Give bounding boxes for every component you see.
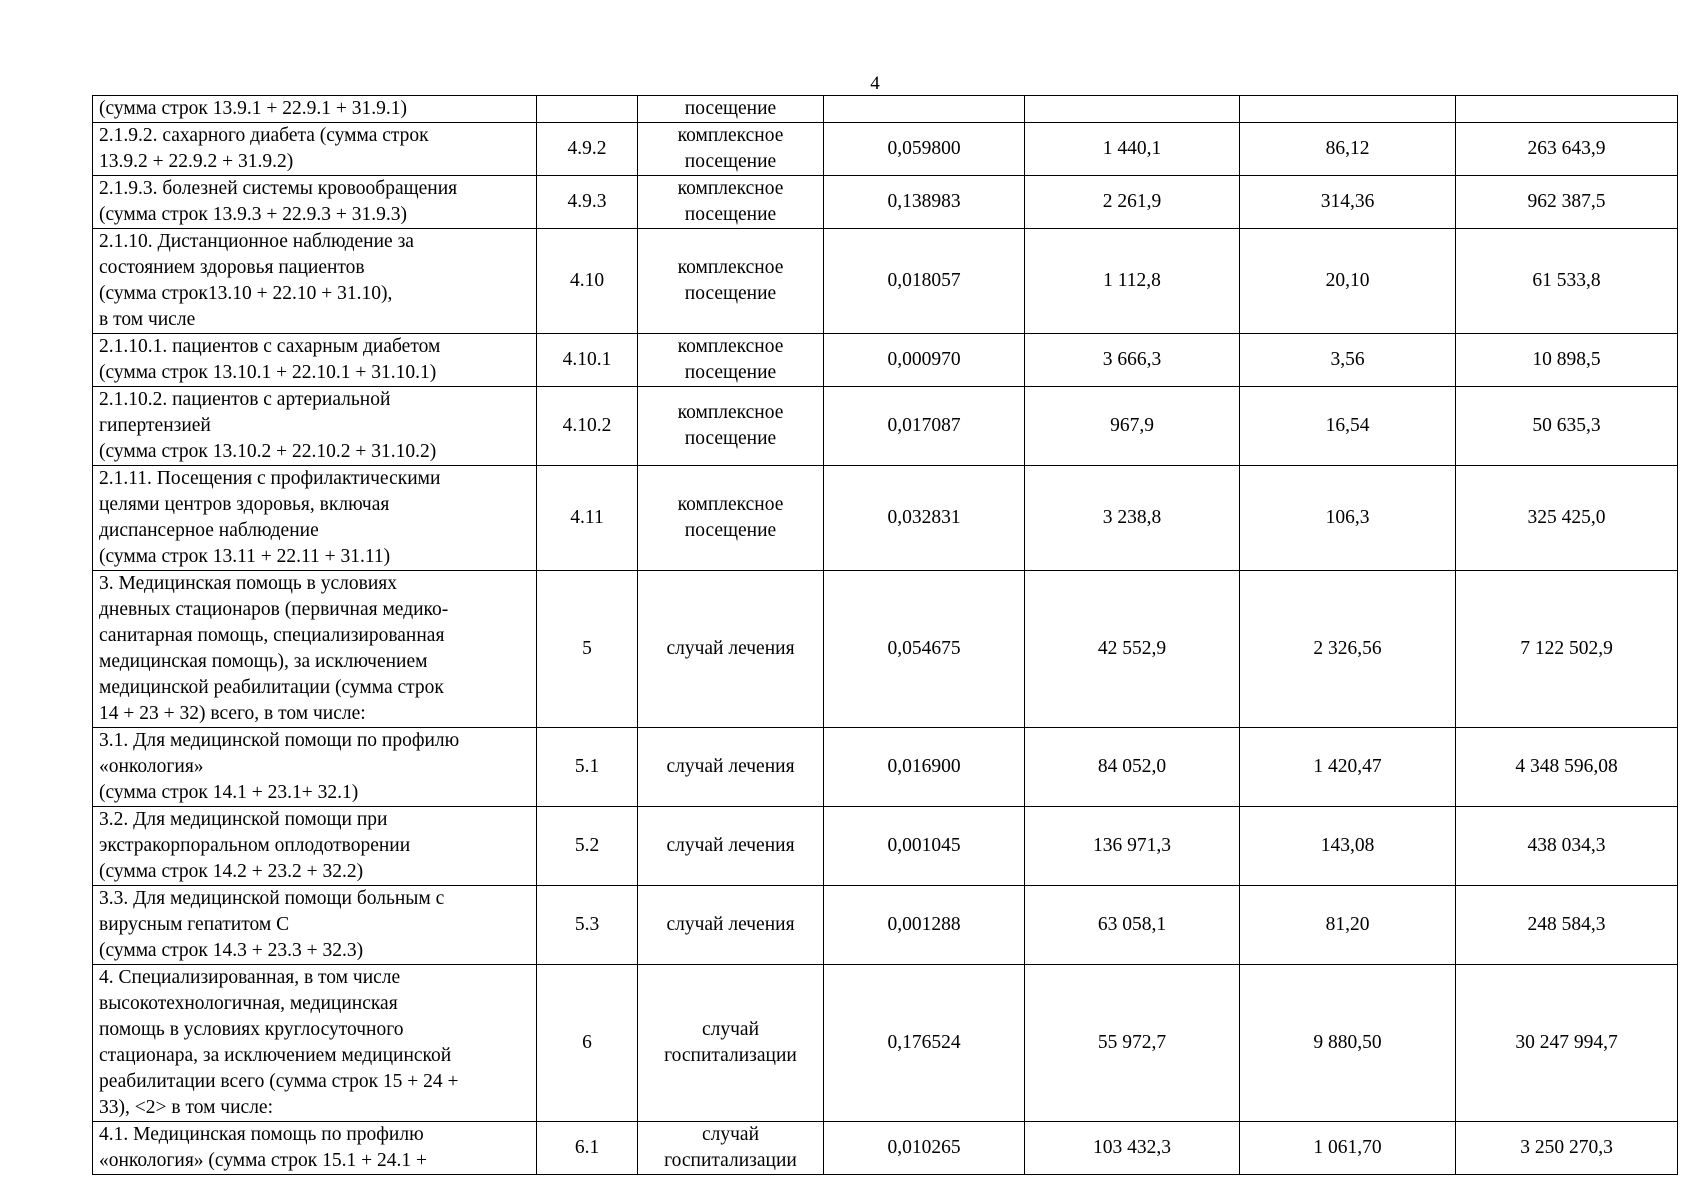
row-norm-cell: 0,010265 [824,1122,1025,1175]
row-per-capita-cell: 9 880,50 [1240,965,1456,1122]
row-name-cell: 3.1. Для медицинской помощи по профилю «онкология» (сумма строк 14.1 + 23.1+ 32.1) [93,728,537,807]
table-row [93,466,1678,571]
row-per-capita-cell: 16,54 [1240,387,1456,466]
row-total-cell: 50 635,3 [1456,387,1678,466]
table-row [93,176,1678,229]
row-norm-cell: 0,054675 [824,571,1025,728]
row-line-number-cell [537,96,638,123]
row-line-number-cell: 4.9.2 [537,123,638,176]
row-cost-cell [1025,96,1240,123]
row-line-number-cell: 6 [537,965,638,1122]
row-cost-cell: 3 238,8 [1025,466,1240,571]
row-total-cell: 248 584,3 [1456,886,1678,965]
row-per-capita-cell: 3,56 [1240,334,1456,387]
row-name-cell: 3. Медицинская помощь в условиях дневных стационаров (первичная медико- санитарная помощь, специализированная медицинская помощь), за исключением медицинской реабилитации (сумма строк 14 + 23 + 32) всего, в том числе: [93,571,537,728]
data-table [92,95,1678,1175]
row-total-cell: 61 533,8 [1456,229,1678,334]
row-per-capita-cell: 143,08 [1240,807,1456,886]
row-name-cell: 3.3. Для медицинской помощи больным с вирусным гепатитом С (сумма строк 14.3 + 23.3 + 32.3) [93,886,537,965]
row-line-number-cell: 5.3 [537,886,638,965]
table-row [93,96,1678,123]
row-total-cell: 325 425,0 [1456,466,1678,571]
table-row [93,334,1678,387]
table-row [93,387,1678,466]
row-unit-cell: комплексное посещение [638,466,824,571]
row-norm-cell: 0,000970 [824,334,1025,387]
row-per-capita-cell: 314,36 [1240,176,1456,229]
row-norm-cell: 0,001045 [824,807,1025,886]
row-total-cell: 263 643,9 [1456,123,1678,176]
table-row [93,965,1678,1122]
row-cost-cell: 967,9 [1025,387,1240,466]
row-total-cell: 7 122 502,9 [1456,571,1678,728]
row-per-capita-cell: 81,20 [1240,886,1456,965]
row-total-cell: 438 034,3 [1456,807,1678,886]
row-name-cell: 4.1. Медицинская помощь по профилю «онкология» (сумма строк 15.1 + 24.1 + [93,1122,537,1175]
row-line-number-cell: 4.9.3 [537,176,638,229]
table-row [93,123,1678,176]
row-cost-cell: 2 261,9 [1025,176,1240,229]
row-cost-cell: 42 552,9 [1025,571,1240,728]
row-unit-cell: посещение [638,96,824,123]
row-name-cell: 3.2. Для медицинской помощи при экстракорпоральном оплодотворении (сумма строк 14.2 + 23.2 + 32.2) [93,807,537,886]
row-name-cell: (сумма строк 13.9.1 + 22.9.1 + 31.9.1) [93,96,537,123]
row-line-number-cell: 4.11 [537,466,638,571]
row-per-capita-cell: 1 420,47 [1240,728,1456,807]
row-norm-cell: 0,138983 [824,176,1025,229]
row-cost-cell: 1 440,1 [1025,123,1240,176]
row-name-cell: 2.1.11. Посещения с профилактическими целями центров здоровья, включая диспансерное наблюдение (сумма строк 13.11 + 22.11 + 31.11) [93,466,537,571]
table-row [93,807,1678,886]
row-unit-cell: комплексное посещение [638,176,824,229]
row-unit-cell: комплексное посещение [638,387,824,466]
row-unit-cell: комплексное посещение [638,229,824,334]
table-row [93,728,1678,807]
table-row [93,1122,1678,1175]
row-norm-cell: 0,016900 [824,728,1025,807]
page-number: 4 [870,73,880,94]
row-name-cell: 2.1.10.2. пациентов с артериальной гипертензией (сумма строк 13.10.2 + 22.10.2 + 31.10.2) [93,387,537,466]
row-unit-cell: случай госпитализации [638,965,824,1122]
row-name-cell: 4. Специализированная, в том числе высокотехнологичная, медицинская помощь в условиях круглосуточного стационара, за исключением медицинской реабилитации всего (сумма строк 15 + 24 + 33), <2> в том числе: [93,965,537,1122]
row-cost-cell: 55 972,7 [1025,965,1240,1122]
row-name-cell: 2.1.10. Дистанционное наблюдение за состоянием здоровья пациентов (сумма строк13.10 + 22.10 + 31.10), в том числе [93,229,537,334]
row-per-capita-cell: 2 326,56 [1240,571,1456,728]
row-cost-cell: 3 666,3 [1025,334,1240,387]
row-line-number-cell: 6.1 [537,1122,638,1175]
row-line-number-cell: 4.10 [537,229,638,334]
row-name-cell: 2.1.9.2. сахарного диабета (сумма строк 13.9.2 + 22.9.2 + 31.9.2) [93,123,537,176]
table-row [93,571,1678,728]
row-per-capita-cell: 20,10 [1240,229,1456,334]
row-total-cell: 30 247 994,7 [1456,965,1678,1122]
row-per-capita-cell: 86,12 [1240,123,1456,176]
row-norm-cell [824,96,1025,123]
table-row [93,886,1678,965]
row-cost-cell: 84 052,0 [1025,728,1240,807]
row-norm-cell: 0,001288 [824,886,1025,965]
row-unit-cell: комплексное посещение [638,334,824,387]
row-total-cell: 10 898,5 [1456,334,1678,387]
row-norm-cell: 0,018057 [824,229,1025,334]
row-cost-cell: 136 971,3 [1025,807,1240,886]
row-unit-cell: случай лечения [638,886,824,965]
row-norm-cell: 0,032831 [824,466,1025,571]
row-unit-cell: случай лечения [638,571,824,728]
row-unit-cell: случай лечения [638,807,824,886]
row-norm-cell: 0,176524 [824,965,1025,1122]
row-per-capita-cell: 1 061,70 [1240,1122,1456,1175]
row-line-number-cell: 5.2 [537,807,638,886]
row-per-capita-cell: 106,3 [1240,466,1456,571]
row-unit-cell: комплексное посещение [638,123,824,176]
row-name-cell: 2.1.10.1. пациентов с сахарным диабетом (сумма строк 13.10.1 + 22.10.1 + 31.10.1) [93,334,537,387]
row-unit-cell: случай лечения [638,728,824,807]
row-name-cell: 2.1.9.3. болезней системы кровообращения (сумма строк 13.9.3 + 22.9.3 + 31.9.3) [93,176,537,229]
row-total-cell: 3 250 270,3 [1456,1122,1678,1175]
row-cost-cell: 1 112,8 [1025,229,1240,334]
row-unit-cell: случай госпитализации [638,1122,824,1175]
row-cost-cell: 63 058,1 [1025,886,1240,965]
table-row [93,229,1678,334]
row-line-number-cell: 4.10.1 [537,334,638,387]
row-norm-cell: 0,059800 [824,123,1025,176]
row-line-number-cell: 4.10.2 [537,387,638,466]
row-line-number-cell: 5.1 [537,728,638,807]
row-total-cell: 4 348 596,08 [1456,728,1678,807]
row-total-cell: 962 387,5 [1456,176,1678,229]
row-per-capita-cell [1240,96,1456,123]
row-total-cell [1456,96,1678,123]
row-cost-cell: 103 432,3 [1025,1122,1240,1175]
row-norm-cell: 0,017087 [824,387,1025,466]
row-line-number-cell: 5 [537,571,638,728]
